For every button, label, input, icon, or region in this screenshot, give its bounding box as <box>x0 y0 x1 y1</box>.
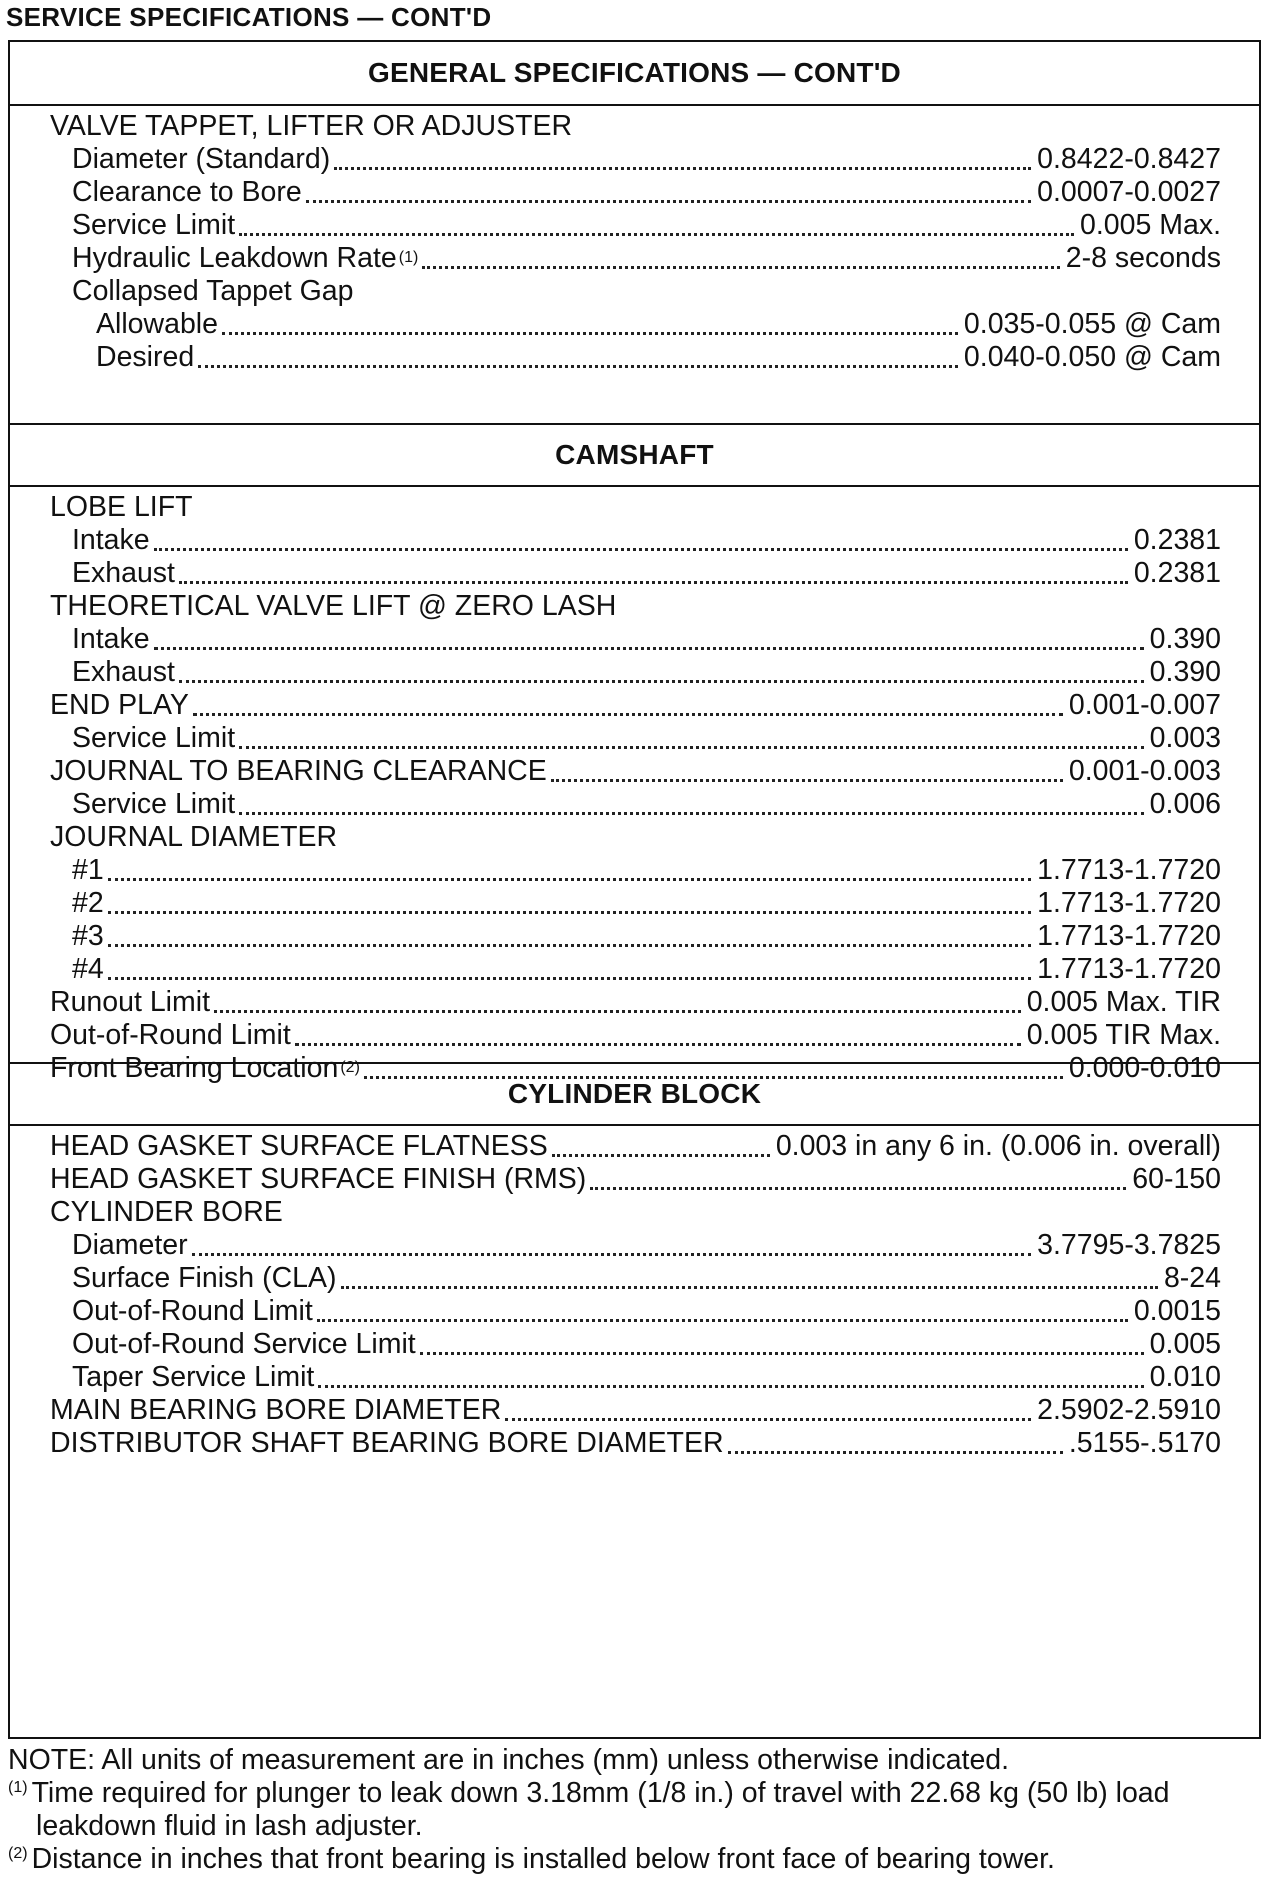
spec-label: Collapsed Tappet Gap <box>72 274 354 307</box>
dot-leader <box>239 728 1144 749</box>
dot-leader <box>728 1433 1063 1454</box>
spec-value: 0.005 Max. TIR <box>1026 985 1221 1018</box>
spec-value: 0.8422-0.8427 <box>1037 142 1221 175</box>
dot-leader <box>552 1136 770 1157</box>
spec-label: Exhaust <box>72 655 175 688</box>
dot-leader <box>551 761 1063 782</box>
dot-leader <box>317 1301 1128 1322</box>
note-text: NOTE: All units of measurement are in inches (mm) unless otherwise indicated. <box>8 1744 1010 1776</box>
dot-leader <box>318 1367 1143 1388</box>
spec-value: 2-8 seconds <box>1065 241 1221 274</box>
footnote-text: Time required for plunger to leak down 3.18mm (1/8 in.) of travel with 22.68 kg (50 lb) load <box>31 1777 1170 1809</box>
dot-leader <box>590 1169 1126 1190</box>
spec-value: 1.7713-1.7720 <box>1037 952 1221 985</box>
dot-leader <box>108 860 1031 881</box>
dot-leader <box>198 347 958 368</box>
spec-label: HEAD GASKET SURFACE FINISH (RMS) <box>50 1162 587 1195</box>
footnote-text: Distance in inches that front bearing is installed below front face of bearing tower. <box>31 1843 1055 1875</box>
spec-value: 0.390 <box>1149 622 1221 655</box>
dot-leader <box>505 1400 1031 1421</box>
spec-label: Runout Limit <box>50 985 210 1018</box>
section-header-general: GENERAL SPECIFICATIONS — CONT'D <box>10 42 1259 106</box>
spec-label: Desired <box>96 340 195 373</box>
spec-value: 0.005 <box>1149 1327 1221 1360</box>
dot-leader <box>306 182 1031 203</box>
footnote-1 <box>8 1777 1170 1810</box>
dot-leader <box>239 794 1144 815</box>
spec-value: 0.2381 <box>1133 556 1221 589</box>
spec-value: 0.040-0.050 @ Cam <box>963 340 1221 373</box>
spec-label: Diameter (Standard) <box>72 142 331 175</box>
spec-value: 0.0015 <box>1133 1294 1221 1327</box>
spec-table <box>8 40 1261 1739</box>
spec-label: Surface Finish (CLA) <box>72 1261 337 1294</box>
spec-value: 0.010 <box>1149 1360 1221 1393</box>
spec-value: 60-150 <box>1132 1162 1221 1195</box>
spec-label: Clearance to Bore <box>72 175 302 208</box>
section-header-cylinder-block: CYLINDER BLOCK <box>10 1062 1259 1126</box>
spec-label: Allowable <box>96 307 218 340</box>
dot-leader <box>193 695 1063 716</box>
spec-label: Front Bearing Location <box>50 1051 339 1084</box>
dot-leader <box>420 1334 1144 1355</box>
spec-value: 0.0007-0.0027 <box>1037 175 1221 208</box>
spec-label: Service Limit <box>72 721 236 754</box>
dot-leader <box>179 662 1144 683</box>
spec-value: 0.390 <box>1149 655 1221 688</box>
spec-label: DISTRIBUTOR SHAFT BEARING BORE DIAMETER <box>50 1426 724 1459</box>
spec-value: 0.001-0.007 <box>1068 688 1221 721</box>
spec-label: Out-of-Round Limit <box>50 1018 291 1051</box>
dot-leader <box>214 992 1021 1013</box>
spec-value: 1.7713-1.7720 <box>1037 853 1221 886</box>
spec-label: Taper Service Limit <box>72 1360 315 1393</box>
page-title: SERVICE SPECIFICATIONS — CONT'D <box>6 2 492 32</box>
footnote-mark: (1) <box>8 1778 28 1796</box>
spec-value: 0.035-0.055 @ Cam <box>963 307 1221 340</box>
dot-leader <box>192 1235 1032 1256</box>
dot-leader <box>154 629 1144 650</box>
spec-label: #4 <box>72 952 104 985</box>
spec-label: Intake <box>72 622 150 655</box>
spec-value: 2.5902-2.5910 <box>1037 1393 1221 1426</box>
dot-leader <box>222 314 958 335</box>
dot-leader <box>108 893 1031 914</box>
spec-value: 0.000-0.010 <box>1068 1051 1221 1084</box>
spec-label: Exhaust <box>72 556 175 589</box>
spec-value: 0.003 in any 6 in. (0.006 in. overall) <box>775 1129 1221 1162</box>
spec-label: Out-of-Round Service Limit <box>72 1327 416 1360</box>
spec-value: 0.005 TIR Max. <box>1026 1018 1221 1051</box>
spec-row <box>10 337 1259 377</box>
dot-leader <box>341 1268 1158 1289</box>
spec-label: Intake <box>72 523 150 556</box>
spec-value: 0.2381 <box>1133 523 1221 556</box>
dot-leader <box>108 926 1031 947</box>
spec-label: HEAD GASKET SURFACE FLATNESS <box>50 1129 548 1162</box>
footnote-1-continued: leakdown fluid in lash adjuster. <box>36 1810 423 1842</box>
spec-label: Service Limit <box>72 208 236 241</box>
spec-row <box>10 1423 1259 1463</box>
section-header-camshaft: CAMSHAFT <box>10 423 1259 487</box>
dot-leader <box>154 530 1128 551</box>
spec-row: Front Bearing Location (2) 0.000-0.010 <box>50 1051 1221 1084</box>
spec-label: #3 <box>72 919 104 952</box>
footnote-mark: (2) <box>8 1844 28 1862</box>
spec-label: #1 <box>72 853 104 886</box>
spec-label: MAIN BEARING BORE DIAMETER <box>50 1393 502 1426</box>
spec-value: 0.001-0.003 <box>1068 754 1221 787</box>
spec-label: Service Limit <box>72 787 236 820</box>
footnote-2 <box>8 1843 1055 1876</box>
spec-value: .5155-.5170 <box>1068 1426 1221 1459</box>
spec-label: #2 <box>72 886 104 919</box>
spec-label: THEORETICAL VALVE LIFT @ ZERO LASH <box>50 589 617 622</box>
spec-value: 1.7713-1.7720 <box>1037 886 1221 919</box>
spec-label: Out-of-Round Limit <box>72 1294 313 1327</box>
spec-label: LOBE LIFT <box>50 490 193 523</box>
spec-label: Diameter <box>72 1228 188 1261</box>
dot-leader <box>295 1025 1021 1046</box>
spec-value: 0.005 Max. <box>1080 208 1221 241</box>
spec-value: 0.006 <box>1149 787 1221 820</box>
dot-leader <box>334 149 1031 170</box>
spec-value: 8-24 <box>1163 1261 1221 1294</box>
spec-value: 3.7795-3.7825 <box>1037 1228 1221 1261</box>
spec-label: END PLAY <box>50 688 189 721</box>
spec-label: CYLINDER BORE <box>50 1195 283 1228</box>
dot-leader <box>179 563 1128 584</box>
dot-leader <box>239 215 1074 236</box>
spec-label: Hydraulic Leakdown Rate <box>72 241 397 274</box>
spec-value: 0.003 <box>1149 721 1221 754</box>
spec-row: Hydraulic Leakdown Rate (1) 2-8 seconds <box>72 241 1221 274</box>
dot-leader <box>422 248 1059 269</box>
spec-label: VALVE TAPPET, LIFTER OR ADJUSTER <box>50 109 573 142</box>
dot-leader <box>108 959 1031 980</box>
spec-value: 1.7713-1.7720 <box>1037 919 1221 952</box>
spec-label: JOURNAL TO BEARING CLEARANCE <box>50 754 547 787</box>
spec-label: JOURNAL DIAMETER <box>50 820 338 853</box>
